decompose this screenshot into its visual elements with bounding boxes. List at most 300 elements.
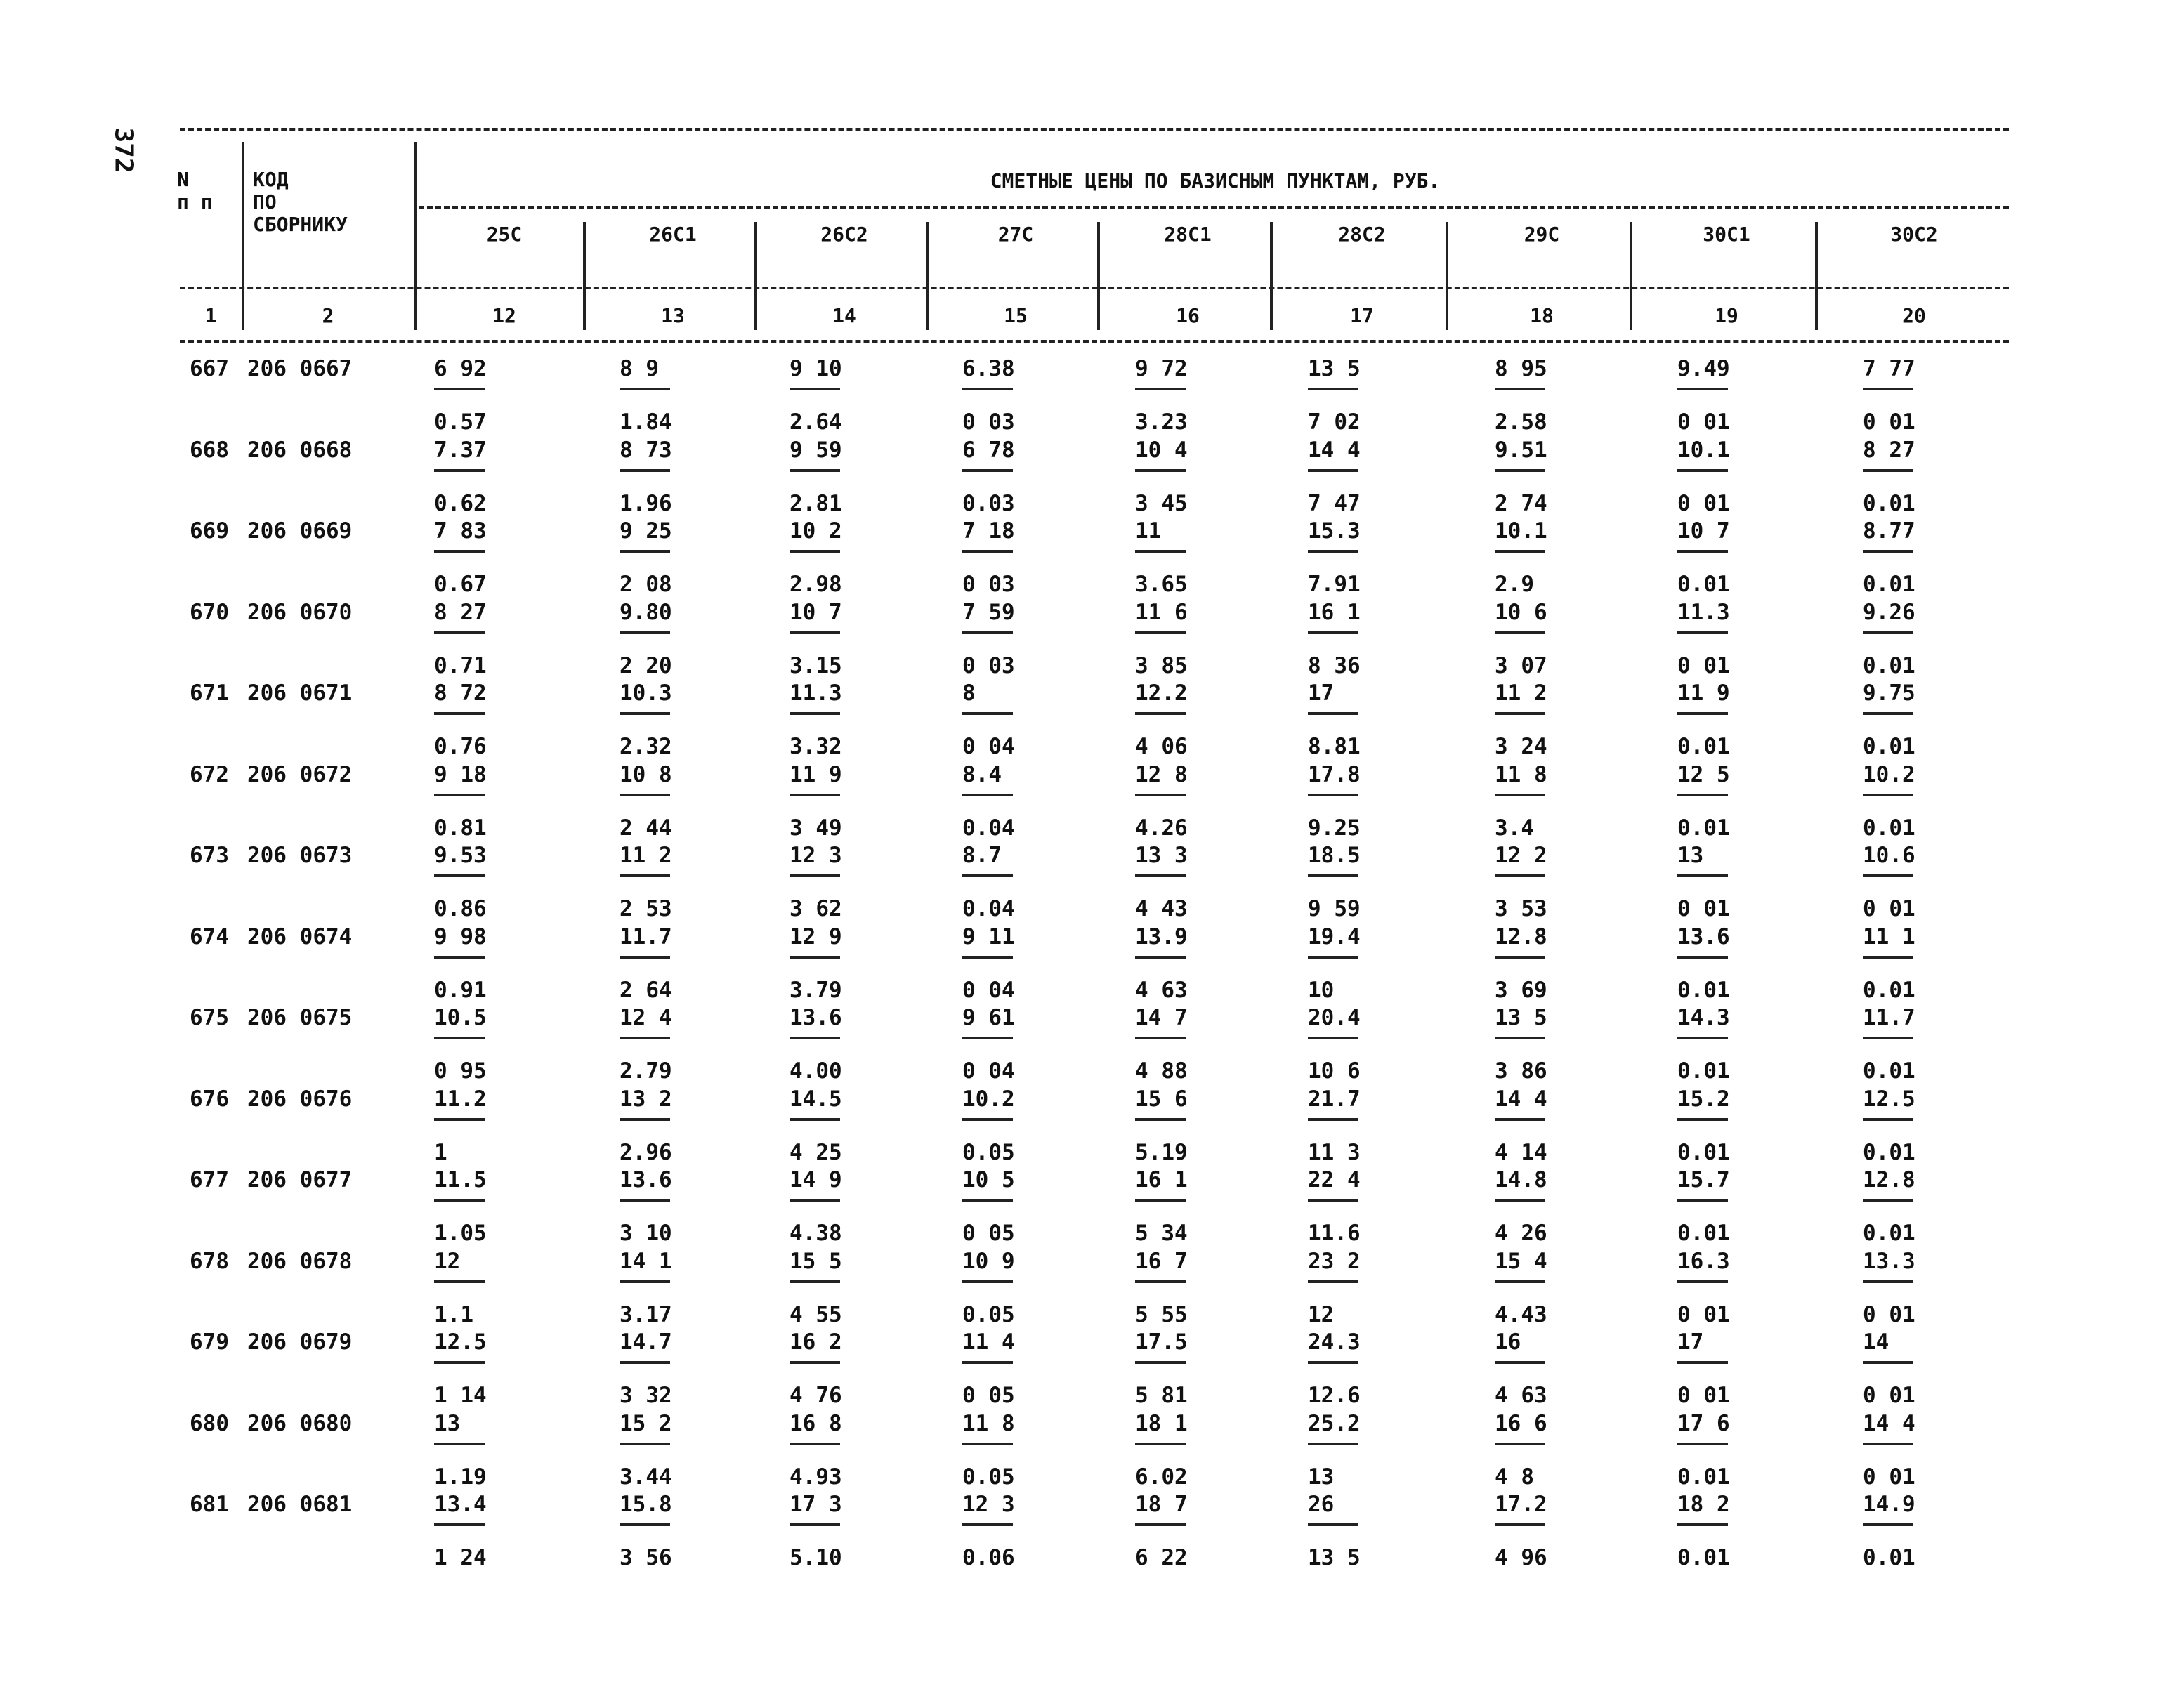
price-value: 10 9: [962, 1248, 1015, 1274]
secondary-value: 12.6: [1308, 1383, 1361, 1408]
secondary-value: 1 24: [434, 1545, 487, 1570]
fraction-line: [1863, 550, 1913, 553]
column-header: 28С2: [1338, 223, 1386, 246]
fraction-line: [434, 1118, 485, 1121]
fraction-line: [1135, 1361, 1186, 1364]
price-value: 15 4: [1495, 1248, 1547, 1274]
row-code: 206 0669: [247, 518, 353, 544]
secondary-value: 0.01: [1863, 652, 1915, 678]
secondary-value: 0.01: [1677, 1545, 1730, 1570]
row-number: 676: [190, 1086, 229, 1112]
fraction-line: [1308, 1361, 1358, 1364]
row-code: 206 0668: [247, 437, 353, 463]
fraction-line: [962, 1037, 1013, 1039]
price-value: 9 59: [790, 437, 842, 463]
fraction-line: [1495, 1037, 1545, 1039]
secondary-value: 0 01: [1677, 1301, 1730, 1327]
price-value: 8 27: [434, 599, 487, 625]
price-value: 18 7: [1135, 1492, 1188, 1517]
secondary-value: 3 69: [1495, 977, 1547, 1003]
secondary-value: 0 01: [1863, 1301, 1915, 1327]
column-number: 16: [1176, 304, 1200, 327]
price-value: 10.5: [434, 1005, 487, 1030]
fraction-line: [962, 1118, 1013, 1121]
secondary-value: 2.64: [790, 409, 842, 435]
row-code: 206 0673: [247, 843, 353, 868]
price-value: 9.75: [1863, 681, 1915, 706]
secondary-value: 3 24: [1495, 734, 1547, 759]
group-title: СМЕТНЫЕ ЦЕНЫ ПО БАЗИСНЫМ ПУНКТАМ, РУБ.: [990, 169, 1441, 192]
fraction-line: [962, 956, 1013, 959]
fraction-line: [1863, 1118, 1913, 1121]
fraction-line: [790, 794, 840, 796]
fraction-line: [620, 1037, 670, 1039]
secondary-value: 2.96: [620, 1139, 672, 1165]
price-value: 14 1: [620, 1248, 672, 1274]
secondary-value: 1.19: [434, 1464, 487, 1490]
fraction-line: [962, 469, 1013, 472]
secondary-value: 0 03: [962, 572, 1015, 597]
secondary-value: 3 86: [1495, 1058, 1547, 1084]
row-code: 206 0667: [247, 356, 353, 381]
secondary-value: 3 85: [1135, 652, 1188, 678]
fraction-line: [1495, 956, 1545, 959]
secondary-value: 4 63: [1135, 977, 1188, 1003]
price-value: 8: [962, 681, 976, 706]
price-value: 13 5: [1308, 356, 1361, 381]
col-kod-header: КОД ПО СБОРНИКУ: [253, 168, 348, 236]
fraction-line: [1863, 1443, 1913, 1445]
fraction-line: [620, 1199, 670, 1202]
price-value: 9.51: [1495, 437, 1547, 463]
price-value: 13.6: [790, 1005, 842, 1030]
group-rule: [419, 206, 2009, 209]
row-number: 673: [190, 843, 229, 868]
price-value: 14.3: [1677, 1005, 1730, 1030]
secondary-value: 7 47: [1308, 490, 1361, 516]
fraction-line: [620, 956, 670, 959]
column-number: 17: [1350, 304, 1374, 327]
price-value: 11 9: [1677, 681, 1730, 706]
secondary-value: 0 01: [1863, 409, 1915, 435]
price-value: 24.3: [1308, 1329, 1361, 1355]
secondary-value: 3.4: [1495, 815, 1534, 841]
price-value: 19.4: [1308, 924, 1361, 950]
price-value: 11: [1135, 518, 1162, 544]
price-value: 11 4: [962, 1329, 1015, 1355]
price-value: 8.77: [1863, 518, 1915, 544]
price-value: 14 4: [1863, 1410, 1915, 1436]
secondary-value: 0.01: [1677, 815, 1730, 841]
fraction-line: [962, 388, 1013, 390]
secondary-value: 0.81: [434, 815, 487, 841]
price-value: 12 8: [1135, 761, 1188, 787]
row-number: 671: [190, 681, 229, 706]
secondary-value: 0.01: [1863, 572, 1915, 597]
secondary-value: 4.43: [1495, 1301, 1547, 1327]
fraction-line: [434, 1361, 485, 1364]
secondary-value: 3 10: [620, 1221, 672, 1246]
price-value: 22 4: [1308, 1167, 1361, 1193]
price-value: 25.2: [1308, 1410, 1361, 1436]
price-value: 15 6: [1135, 1086, 1188, 1112]
fraction-line: [1495, 1523, 1545, 1526]
fraction-line: [1863, 874, 1913, 877]
price-value: 11.7: [1863, 1005, 1915, 1030]
secondary-value: 10 6: [1308, 1058, 1361, 1084]
secondary-value: 1.05: [434, 1221, 487, 1246]
fraction-line: [1135, 1280, 1186, 1283]
secondary-value: 7 02: [1308, 409, 1361, 435]
secondary-value: 3 07: [1495, 652, 1547, 678]
column-header: 27С: [997, 223, 1034, 246]
fraction-line: [1863, 1037, 1913, 1039]
column-number: 13: [661, 304, 685, 327]
fraction-line: [1863, 1199, 1913, 1202]
price-value: 15 5: [790, 1248, 842, 1274]
secondary-value: 2.81: [790, 490, 842, 516]
secondary-value: 4 06: [1135, 734, 1188, 759]
secondary-value: 5 34: [1135, 1221, 1188, 1246]
price-value: 17 6: [1677, 1410, 1730, 1436]
secondary-value: 13: [1308, 1464, 1335, 1490]
secondary-value: 0.67: [434, 572, 487, 597]
secondary-value: 12: [1308, 1301, 1335, 1327]
secondary-value: 4 88: [1135, 1058, 1188, 1084]
secondary-value: 0.01: [1863, 1221, 1915, 1246]
column-number: 19: [1715, 304, 1738, 327]
fraction-line: [790, 1443, 840, 1445]
column-header: 30С2: [1890, 223, 1938, 246]
row-code: 206 0670: [247, 599, 353, 625]
fraction-line: [790, 1199, 840, 1202]
price-value: 7 59: [962, 599, 1015, 625]
secondary-value: 0 95: [434, 1058, 487, 1084]
price-value: 9 98: [434, 924, 487, 950]
fraction-line: [1135, 874, 1186, 877]
secondary-value: 4.93: [790, 1464, 842, 1490]
secondary-value: 4 63: [1495, 1383, 1547, 1408]
secondary-value: 4 96: [1495, 1545, 1547, 1570]
secondary-value: 13 5: [1308, 1545, 1361, 1570]
price-value: 15 2: [620, 1410, 672, 1436]
row-code: 206 0675: [247, 1005, 353, 1030]
secondary-value: 2.98: [790, 572, 842, 597]
price-value: 10.6: [1863, 843, 1915, 868]
secondary-value: 0 01: [1863, 896, 1915, 921]
price-value: 9.49: [1677, 356, 1730, 381]
secondary-value: 0.01: [1863, 1058, 1915, 1084]
fraction-line: [1495, 469, 1545, 472]
secondary-value: 0.01: [1863, 977, 1915, 1003]
fraction-line: [1135, 712, 1186, 715]
fraction-line: [620, 874, 670, 877]
price-value: 8.4: [962, 761, 1002, 787]
secondary-value: 0.01: [1863, 1139, 1915, 1165]
fraction-line: [1863, 1280, 1913, 1283]
fraction-line: [620, 631, 670, 634]
secondary-value: 0 03: [962, 652, 1015, 678]
fraction-line: [1135, 1523, 1186, 1526]
fraction-line: [434, 794, 485, 796]
fraction-line: [790, 1280, 840, 1283]
fraction-line: [620, 1361, 670, 1364]
row-code: 206 0672: [247, 761, 353, 787]
price-value: 11 2: [1495, 681, 1547, 706]
price-value: 11 9: [790, 761, 842, 787]
fraction-line: [962, 794, 1013, 796]
price-value: 18.5: [1308, 843, 1361, 868]
fraction-line: [434, 956, 485, 959]
fraction-line: [1135, 1443, 1186, 1445]
secondary-value: 0.04: [962, 896, 1015, 921]
secondary-value: 0.01: [1677, 1058, 1730, 1084]
fraction-line: [1308, 631, 1358, 634]
secondary-value: 3 56: [620, 1545, 672, 1570]
fraction-line: [1677, 1443, 1728, 1445]
price-value: 10 7: [1677, 518, 1730, 544]
secondary-value: 2.79: [620, 1058, 672, 1084]
secondary-value: 0.05: [962, 1464, 1015, 1490]
price-value: 11 2: [620, 843, 672, 868]
fraction-line: [1863, 794, 1913, 796]
fraction-line: [962, 1361, 1013, 1364]
top-rule: [180, 128, 2009, 131]
secondary-value: 0 05: [962, 1383, 1015, 1408]
row-number: 678: [190, 1248, 229, 1274]
secondary-value: 4 43: [1135, 896, 1188, 921]
fraction-line: [620, 550, 670, 553]
price-value: 6 92: [434, 356, 487, 381]
price-value: 13 3: [1135, 843, 1188, 868]
fraction-line: [1495, 1199, 1545, 1202]
fraction-line: [1677, 874, 1728, 877]
price-value: 14 7: [1135, 1005, 1188, 1030]
column-number: 18: [1530, 304, 1554, 327]
fraction-line: [790, 388, 840, 390]
secondary-value: 2.9: [1495, 572, 1534, 597]
price-value: 12.5: [434, 1329, 487, 1355]
fraction-line: [620, 794, 670, 796]
secondary-value: 4 76: [790, 1383, 842, 1408]
secondary-value: 0 04: [962, 1058, 1015, 1084]
price-value: 9 11: [962, 924, 1015, 950]
fraction-line: [1495, 1118, 1545, 1121]
fraction-line: [790, 1523, 840, 1526]
price-value: 13.3: [1863, 1248, 1915, 1274]
secondary-value: 0 01: [1863, 1383, 1915, 1408]
secondary-value: 8 36: [1308, 652, 1361, 678]
secondary-value: 2 20: [620, 652, 672, 678]
fraction-line: [1863, 956, 1913, 959]
price-value: 7.37: [434, 437, 487, 463]
secondary-value: 0.06: [962, 1545, 1015, 1570]
secondary-value: 4.38: [790, 1221, 842, 1246]
price-value: 16 1: [1135, 1167, 1188, 1193]
fraction-line: [1308, 794, 1358, 796]
price-value: 8 73: [620, 437, 672, 463]
secondary-value: 0 05: [962, 1221, 1015, 1246]
fraction-line: [1308, 712, 1358, 715]
secondary-value: 4 14: [1495, 1139, 1547, 1165]
secondary-value: 3 45: [1135, 490, 1188, 516]
fraction-line: [1135, 631, 1186, 634]
secondary-value: 3 62: [790, 896, 842, 921]
price-value: 9.80: [620, 599, 672, 625]
price-value: 14.8: [1495, 1167, 1547, 1193]
price-value: 11 8: [1495, 761, 1547, 787]
fraction-line: [1308, 1280, 1358, 1283]
column-number: 15: [1004, 304, 1028, 327]
price-value: 17: [1677, 1329, 1704, 1355]
row-code: 206 0674: [247, 924, 353, 950]
secondary-value: 1.84: [620, 409, 672, 435]
fraction-line: [790, 550, 840, 553]
fraction-line: [620, 1118, 670, 1121]
secondary-value: 0.01: [1677, 977, 1730, 1003]
price-value: 6.38: [962, 356, 1015, 381]
column-number: 2: [322, 304, 334, 327]
secondary-value: 1: [434, 1139, 447, 1165]
fraction-line: [1308, 1199, 1358, 1202]
secondary-value: 2 53: [620, 896, 672, 921]
price-value: 18 2: [1677, 1492, 1730, 1517]
secondary-value: 0 01: [1863, 1464, 1915, 1490]
fraction-line: [1135, 388, 1186, 390]
price-value: 9.53: [434, 843, 487, 868]
secondary-value: 0.01: [1677, 572, 1730, 597]
secondary-value: 4 26: [1495, 1221, 1547, 1246]
fraction-line: [790, 631, 840, 634]
secondary-value: 3.65: [1135, 572, 1188, 597]
fraction-line: [620, 469, 670, 472]
secondary-value: 9 59: [1308, 896, 1361, 921]
price-value: 12 2: [1495, 843, 1547, 868]
price-value: 9 25: [620, 518, 672, 544]
price-value: 8 95: [1495, 356, 1547, 381]
price-value: 10 6: [1495, 599, 1547, 625]
fraction-line: [1495, 631, 1545, 634]
fraction-line: [790, 1118, 840, 1121]
secondary-value: 2.58: [1495, 409, 1547, 435]
fraction-line: [1135, 956, 1186, 959]
secondary-value: 0.04: [962, 815, 1015, 841]
secondary-value: 9.25: [1308, 815, 1361, 841]
vbar: [414, 142, 417, 330]
fraction-line: [962, 631, 1013, 634]
fraction-line: [1677, 1361, 1728, 1364]
price-value: 7 77: [1863, 356, 1915, 381]
secondary-value: 3.44: [620, 1464, 672, 1490]
fraction-line: [1863, 1523, 1913, 1526]
fraction-line: [1308, 550, 1358, 553]
price-value: 14 4: [1308, 437, 1361, 463]
price-value: 17: [1308, 681, 1335, 706]
row-code: 206 0671: [247, 681, 353, 706]
fraction-line: [1495, 1361, 1545, 1364]
price-value: 10 8: [620, 761, 672, 787]
fraction-line: [1135, 1118, 1186, 1121]
fraction-line: [790, 1037, 840, 1039]
price-value: 12 5: [1677, 761, 1730, 787]
fraction-line: [962, 550, 1013, 553]
vbar: [242, 142, 244, 330]
fraction-line: [1135, 550, 1186, 553]
price-value: 26: [1308, 1492, 1335, 1517]
secondary-value: 6 22: [1135, 1545, 1188, 1570]
price-value: 8.7: [962, 843, 1002, 868]
price-value: 15.7: [1677, 1167, 1730, 1193]
fraction-line: [620, 712, 670, 715]
row-number: 669: [190, 518, 229, 544]
secondary-value: 0.57: [434, 409, 487, 435]
price-value: 9 61: [962, 1005, 1015, 1030]
secondary-value: 4 25: [790, 1139, 842, 1165]
row-code: 206 0681: [247, 1492, 353, 1517]
secondary-value: 0 01: [1677, 409, 1730, 435]
secondary-value: 4 8: [1495, 1464, 1534, 1490]
secondary-value: 3 32: [620, 1383, 672, 1408]
price-value: 11.5: [434, 1167, 487, 1193]
price-value: 7 18: [962, 518, 1015, 544]
secondary-value: 2 44: [620, 815, 672, 841]
column-header: 29С: [1524, 223, 1560, 246]
price-value: 12.8: [1495, 924, 1547, 950]
price-value: 10.1: [1677, 437, 1730, 463]
fraction-line: [1495, 794, 1545, 796]
fraction-line: [1495, 388, 1545, 390]
fraction-line: [1495, 550, 1545, 553]
price-value: 10.1: [1495, 518, 1547, 544]
fraction-line: [434, 1523, 485, 1526]
fraction-line: [962, 1523, 1013, 1526]
secondary-value: 0.01: [1863, 490, 1915, 516]
fraction-line: [1677, 388, 1728, 390]
fraction-line: [1495, 874, 1545, 877]
row-number: 681: [190, 1492, 229, 1517]
fraction-line: [962, 712, 1013, 715]
fraction-line: [1677, 1523, 1728, 1526]
secondary-value: 0 04: [962, 977, 1015, 1003]
secondary-value: 0.76: [434, 734, 487, 759]
fraction-line: [790, 956, 840, 959]
price-value: 6 78: [962, 437, 1015, 463]
fraction-line: [1677, 712, 1728, 715]
secondary-value: 2 64: [620, 977, 672, 1003]
secondary-value: 4 55: [790, 1301, 842, 1327]
price-value: 12: [434, 1248, 461, 1274]
price-value: 17.8: [1308, 761, 1361, 787]
row-number: 674: [190, 924, 229, 950]
price-value: 12 4: [620, 1005, 672, 1030]
secondary-value: 0.01: [1863, 1545, 1915, 1570]
secondary-value: 0.05: [962, 1301, 1015, 1327]
secondary-value: 3.23: [1135, 409, 1188, 435]
price-value: 12.2: [1135, 681, 1188, 706]
fraction-line: [434, 469, 485, 472]
fraction-line: [620, 1280, 670, 1283]
secondary-value: 6.02: [1135, 1464, 1188, 1490]
secondary-value: 0 01: [1677, 896, 1730, 921]
secondary-value: 0.01: [1863, 734, 1915, 759]
fraction-line: [1863, 631, 1913, 634]
fraction-line: [1677, 794, 1728, 796]
secondary-value: 0.91: [434, 977, 487, 1003]
price-value: 8 9: [620, 356, 659, 381]
fraction-line: [1863, 469, 1913, 472]
fraction-line: [1863, 1361, 1913, 1364]
price-value: 17.5: [1135, 1329, 1188, 1355]
